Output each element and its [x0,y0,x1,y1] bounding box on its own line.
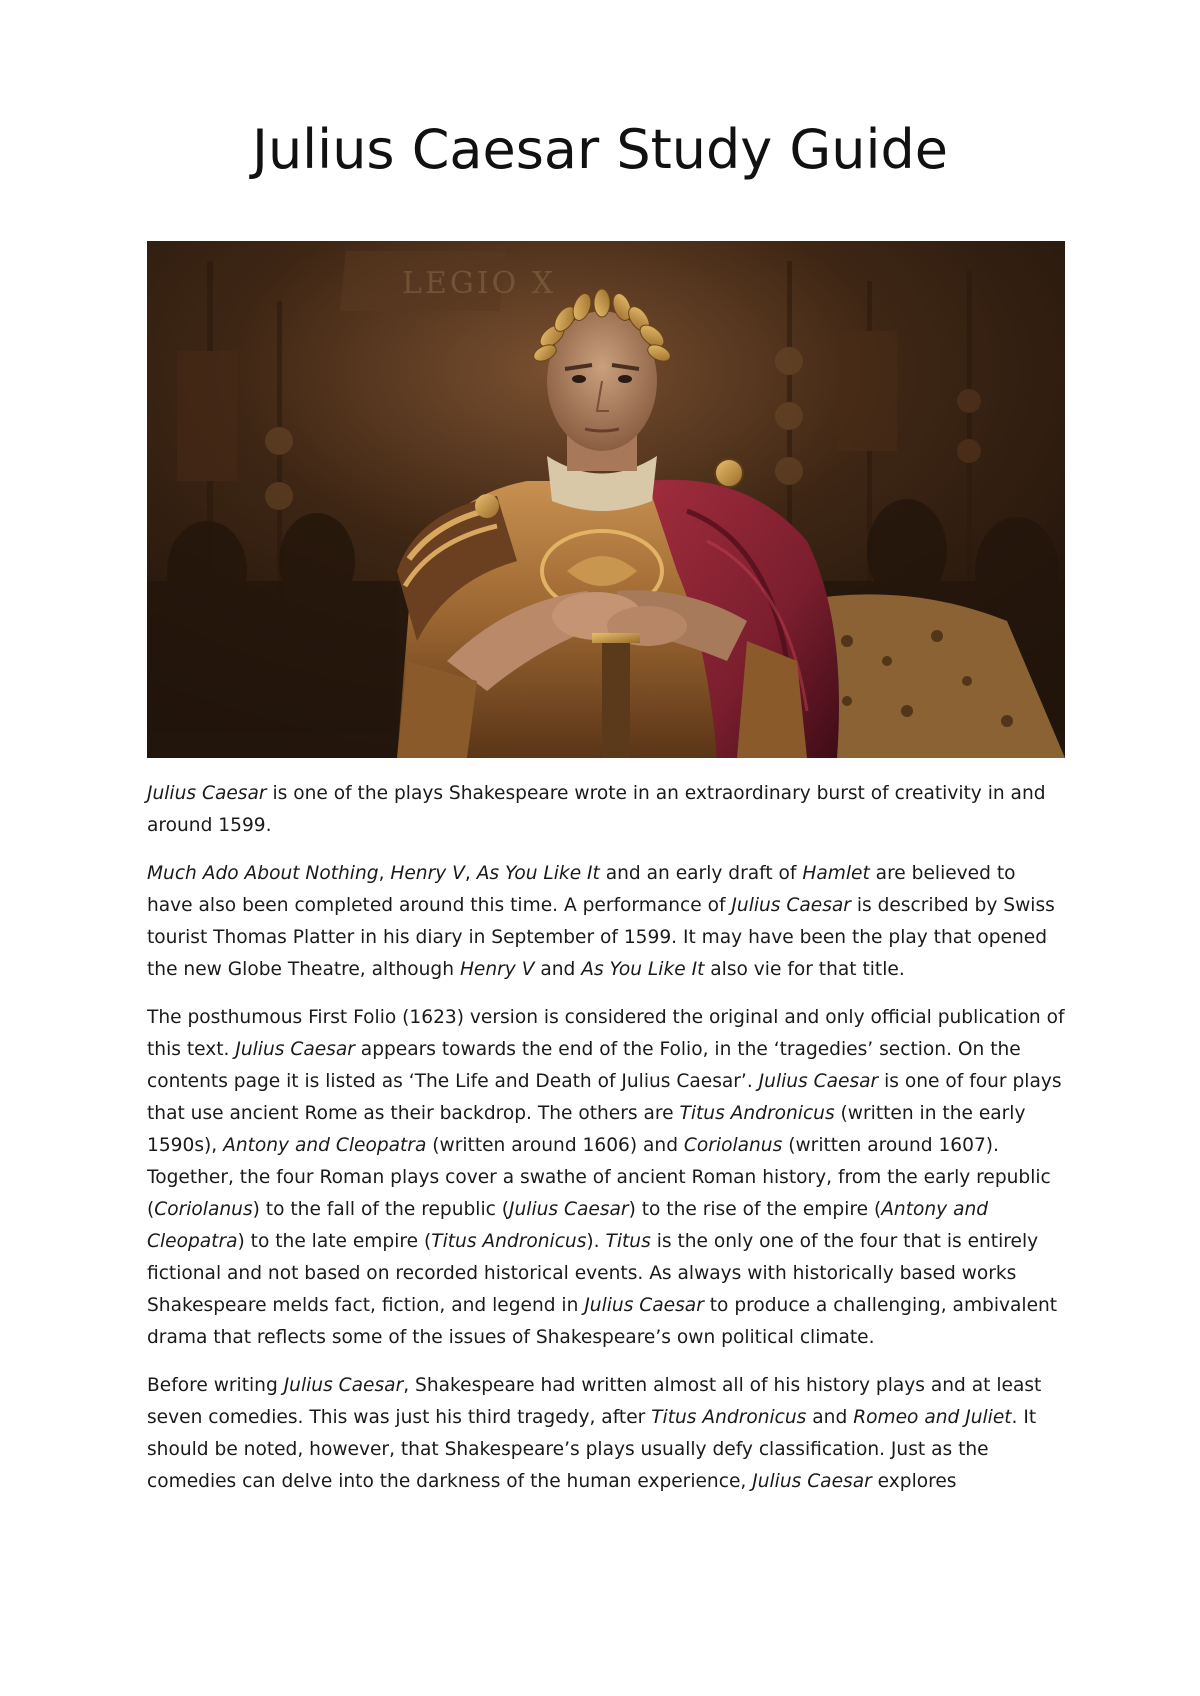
work-title-text: Hamlet [802,863,870,884]
paragraph-text: (written in the early 1590s), [147,1103,1026,1156]
paragraph-text: , [378,863,391,884]
paragraph-text: to produce a challenging, ambivalent drama that reflects some of the issues of Shakespeare’s own political climate. [147,1295,1058,1348]
work-title-text: Julius Caesar [147,783,267,804]
paragraph-text: also vie for that title. [704,959,905,980]
work-title-text: Coriolanus [683,1135,783,1156]
article-body [147,778,1067,1514]
body-paragraph [147,1002,1067,1354]
body-paragraph [147,778,1067,842]
body-paragraph [147,858,1067,986]
paragraph-text: , [464,863,477,884]
work-title-text: As You Like It [476,863,600,884]
work-title-text: Romeo and Juliet [853,1407,1012,1428]
work-title-text: Julius Caesar [758,1071,879,1092]
paragraph-text: are believed to have also been completed around this time. A performance of [147,863,1016,916]
work-title-text: Henry V [459,959,535,980]
paragraph-text: (written around 1607). Together, the four Roman plays cover a swathe of ancient Roman history, from the early republic ( [147,1135,1051,1220]
work-title-text: Titus [605,1231,651,1252]
body-paragraph [147,1370,1067,1498]
work-title-text: Antony and Cleopatra [147,1199,989,1252]
paragraph-text: is one of four plays that use ancient Rome as their backdrop. The others are [147,1071,1062,1124]
work-title-text: Titus Andronicus [431,1231,587,1252]
paragraph-text: The posthumous First Folio (1623) version is considered the original and only official publication of this text. [147,1007,1065,1060]
paragraph-text: ) to the rise of the empire ( [628,1199,882,1220]
work-title-text: Julius Caesar [509,1199,629,1220]
work-title-text: Titus Andronicus [679,1103,835,1124]
paragraph-text: is one of the plays Shakespeare wrote in an extraordinary burst of creativity in and around 1599. [147,783,1046,836]
paragraph-text: explores [871,1471,957,1492]
work-title-text: Antony and Cleopatra [223,1135,427,1156]
paragraph-text: appears towards the end of the Folio, in the ‘tragedies’ section. On the contents page it is listed as ‘The Life and Death of Julius Caesar’. [147,1039,1021,1092]
paragraph-text: . It should be noted, however, that Shakespeare’s plays usually defy classification. Just as the comedies can delve into the darkness of the human experience, [147,1407,1037,1492]
work-title-text: Julius Caesar [752,1471,872,1492]
work-title-text: Titus Andronicus [651,1407,807,1428]
paragraph-text: ) to the late empire ( [237,1231,432,1252]
work-title-text: Henry V [390,863,465,884]
work-title-text: Julius Caesar [731,895,851,916]
paragraph-text: (written around 1606) and [426,1135,684,1156]
paragraph-text: and [534,959,582,980]
page-title: Julius Caesar Study Guide [252,118,948,181]
paragraph-text: and an early draft of [599,863,803,884]
paragraph-text: is described by Swiss tourist Thomas Platter in his diary in September of 1599. It may have been the play that opened the new Globe Theatre, although [147,895,1055,980]
paragraph-text: and [806,1407,854,1428]
work-title-text: As You Like It [581,959,705,980]
paragraph-text: is the only one of the four that is entirely fictional and not based on recorded historical events. As always with historically based works Shakespeare melds fact, fiction, and legend in [147,1231,1039,1316]
caesar-portrait-image [147,241,1065,758]
work-title-text: Julius Caesar [283,1375,404,1396]
work-title-text: Julius Caesar [584,1295,704,1316]
paragraph-text: ) to the fall of the republic ( [252,1199,510,1220]
paragraph-text: Before writing [147,1375,284,1396]
work-title-text: Coriolanus [154,1199,253,1220]
paragraph-text: , Shakespeare had written almost all of his history plays and at least seven comedies. This was just his third tragedy, after [147,1375,1042,1428]
svg-text:LEGIO X: LEGIO X [402,266,557,301]
portrait-illustration [147,241,1065,758]
work-title-text: Much Ado About Nothing [147,863,379,884]
work-title-text: Julius Caesar [235,1039,355,1060]
paragraph-text: ). [586,1231,606,1252]
